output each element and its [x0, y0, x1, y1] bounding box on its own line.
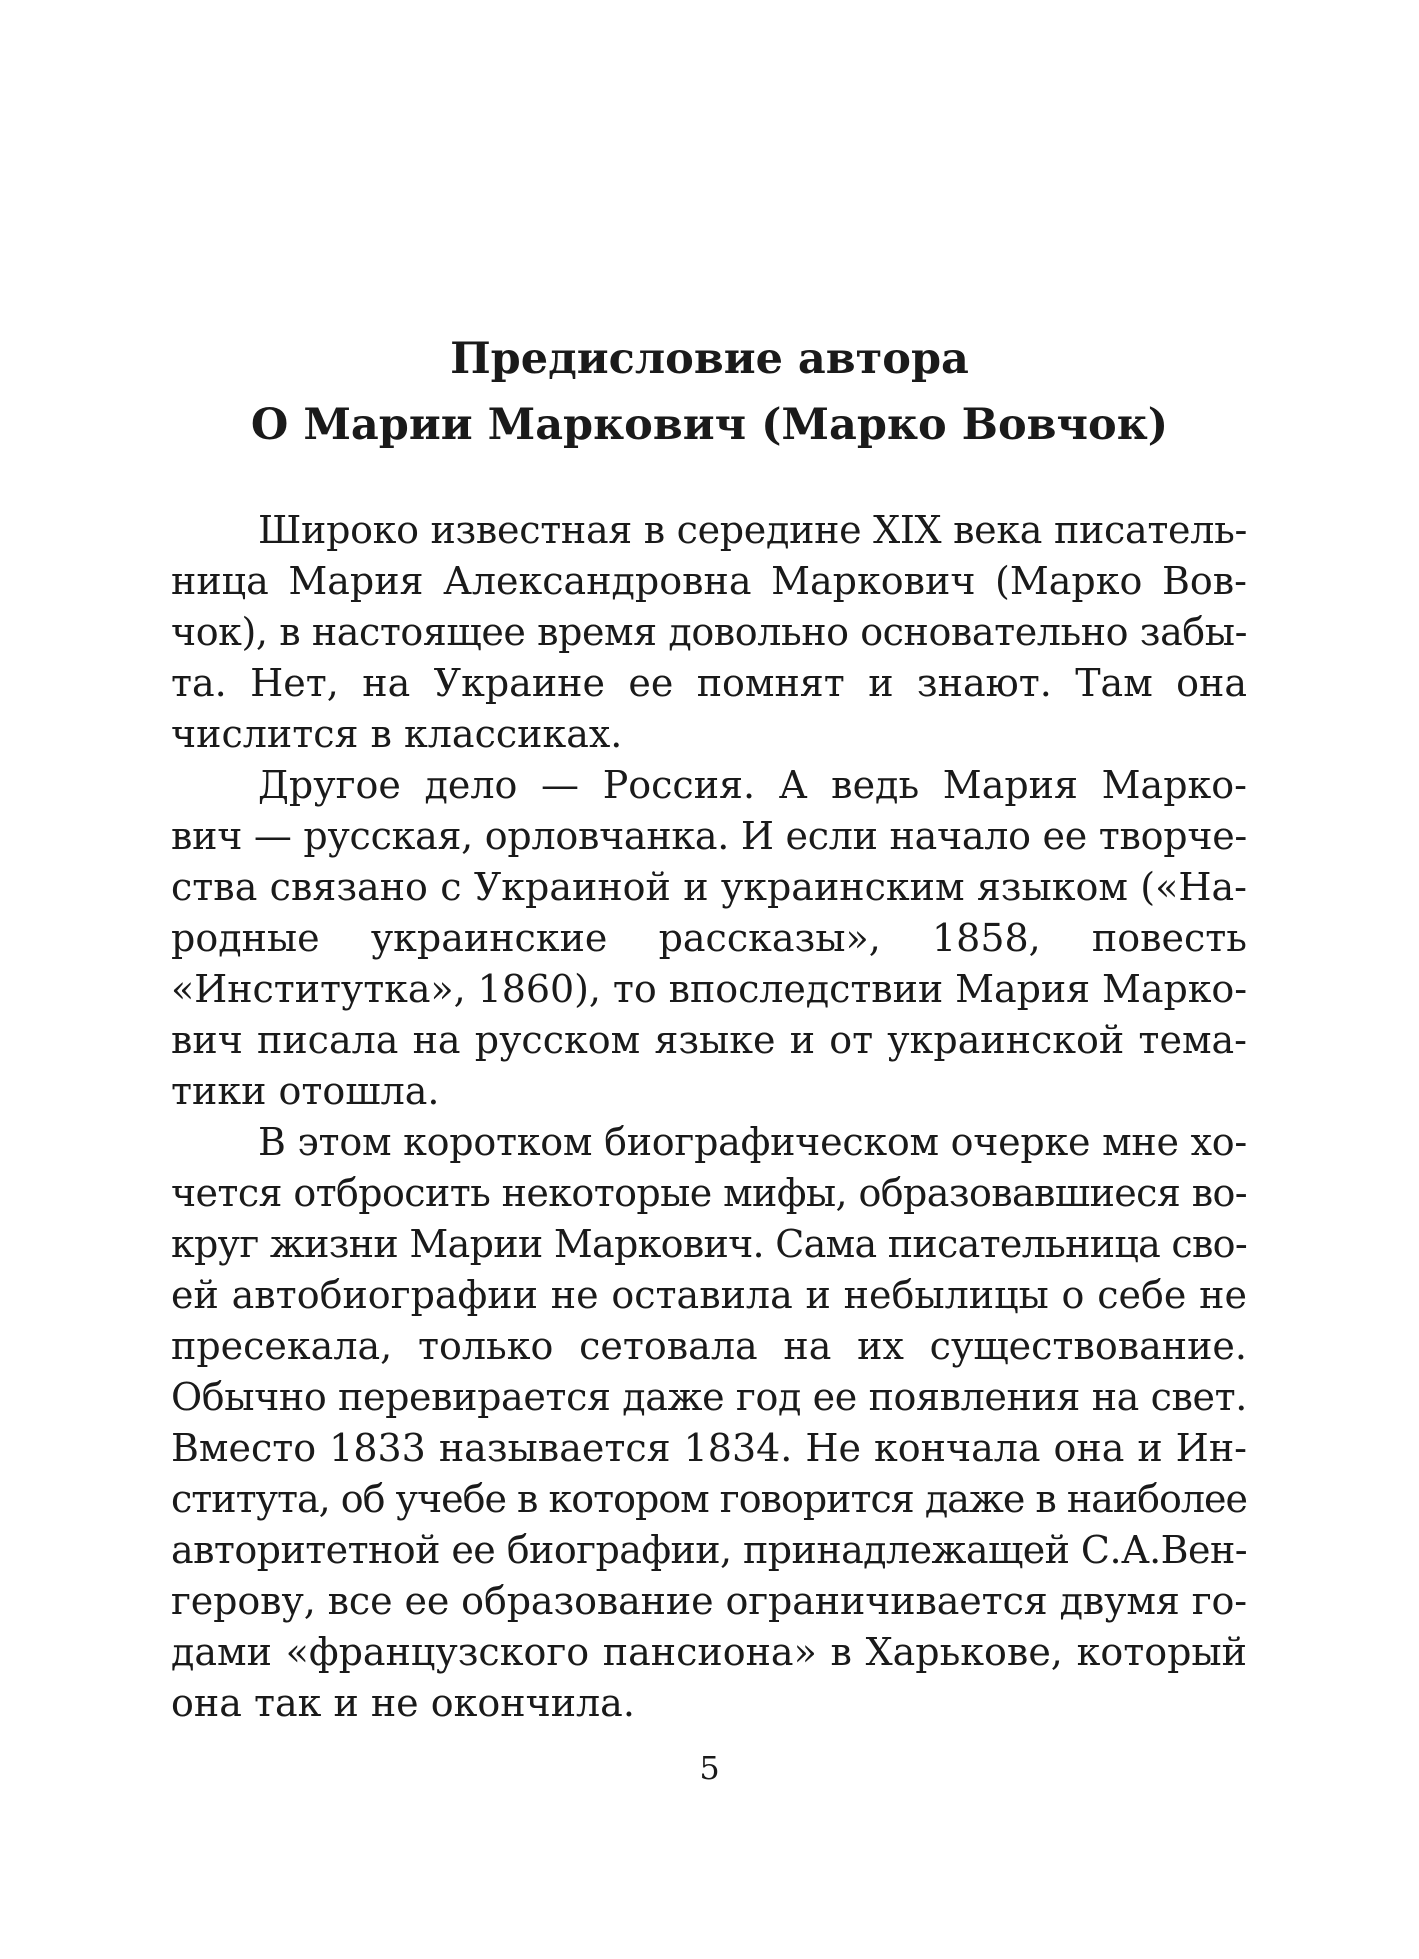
text-line: Другое дело — Россия. А ведь Мария Марко- — [258, 763, 1247, 807]
text-line: вич писала на русском языке и от украинской тема- — [171, 1018, 1247, 1062]
page-number: 5 — [699, 1749, 720, 1787]
text-line: она так и не окончила. — [171, 1681, 635, 1725]
text-line: пресекала, только сетовала на их существование. — [171, 1324, 1247, 1368]
text-line: ница Мария Александровна Маркович (Марко Вов- — [171, 559, 1247, 603]
text-line: чок), в настоящее время довольно основательно забы- — [171, 610, 1247, 654]
text-line: круг жизни Марии Маркович. Сама писательница сво- — [171, 1222, 1247, 1266]
text-line: герову, все ее образование ограничивается двумя го- — [171, 1579, 1247, 1623]
text-line: та. Нет, на Украине ее помнят и знают. Там она — [171, 661, 1247, 705]
text-line: дами «французского пансиона» в Харькове, который — [171, 1630, 1247, 1674]
chapter-subtitle: О Марии Маркович (Марко Вовчок) — [250, 400, 1169, 450]
text-line: ства связано с Украиной и украинским языком («На- — [171, 865, 1247, 909]
chapter-title: Предисловие автора — [450, 334, 969, 384]
text-line: вич — русская, орловчанка. И если начало ее творче- — [171, 814, 1247, 858]
text-line: В этом коротком биографическом очерке мне хо- — [258, 1120, 1247, 1164]
text-line: Обычно перевирается даже год ее появления на свет. — [171, 1375, 1247, 1419]
text-line: родные украинские рассказы», 1858, повесть — [171, 916, 1247, 960]
text-line: ей автобиографии не оставила и небылицы о себе не — [171, 1273, 1247, 1317]
text-line: числится в классиках. — [171, 712, 623, 756]
text-line: Вместо 1833 называется 1834. Не кончала она и Ин- — [171, 1426, 1247, 1470]
text-line: «Институтка», 1860), то впоследствии Мария Марко- — [171, 967, 1247, 1011]
text-line: чется отбросить некоторые мифы, образовавшиеся во- — [171, 1171, 1247, 1215]
text-line: Широко известная в середине XIX века писатель- — [258, 508, 1247, 552]
text-line: тики отошла. — [171, 1069, 440, 1113]
text-line: ститута, об учебе в котором говорится даже в наиболее — [171, 1477, 1247, 1521]
body-text — [171, 505, 1247, 1729]
text-line: авторитетной ее биографии, принадлежащей С.А.Вен- — [171, 1528, 1247, 1572]
